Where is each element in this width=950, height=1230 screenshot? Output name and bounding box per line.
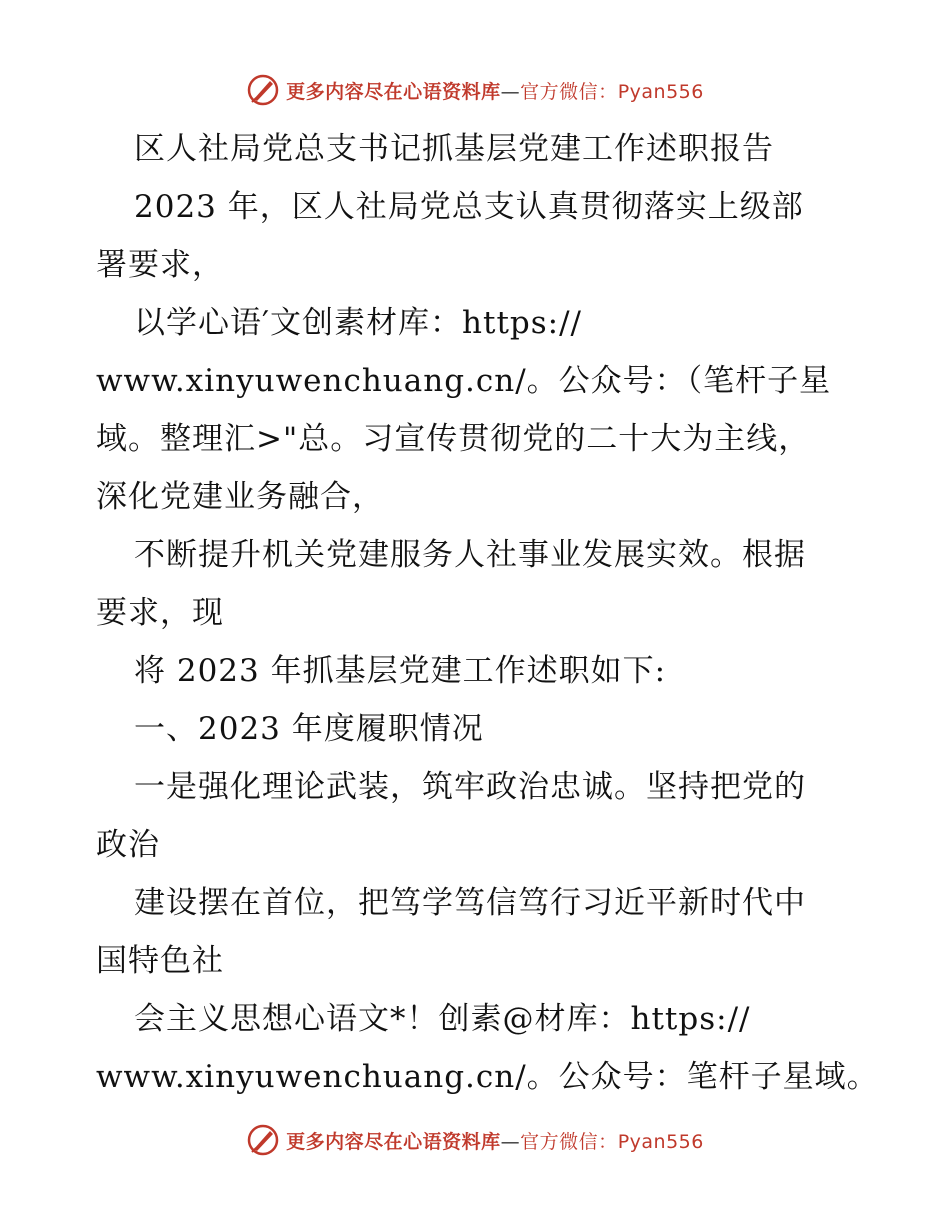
banner-slogan: 更多内容尽在心语资料库 xyxy=(286,1130,501,1153)
banner-separator: — xyxy=(500,1130,521,1153)
paragraph-line: 深化党建业务融合， xyxy=(96,479,384,515)
paragraph-line: 政治 xyxy=(96,827,160,863)
paragraph-line: 2023 年，区人社局党总支认真贯彻落实上级部 xyxy=(134,189,804,225)
banner-wechat-id: Pyan556 xyxy=(617,1130,704,1153)
paragraph-line: 不断提升机关党建服务人社事业发展实效。根据 xyxy=(134,537,806,573)
banner-text xyxy=(286,77,704,104)
banner-text xyxy=(286,1127,704,1154)
header-banner xyxy=(0,70,950,110)
paragraph-line: www.xinyuwenchuang.cn/。公众号：（笔杆子星 xyxy=(96,363,832,399)
quill-logo-icon xyxy=(246,73,280,107)
paragraph-line: 建设摆在首位，把笃学笃信笃行习近平新时代中 xyxy=(134,885,806,921)
banner-separator: — xyxy=(500,80,521,103)
banner-wechat-label: 官方微信： xyxy=(520,1130,618,1153)
paragraph-line: 会主义思想心语文*！创素@材库：https:// xyxy=(134,1001,751,1037)
paragraph-line: www.xinyuwenchuang.cn/。公众号：笔杆子星域。 xyxy=(96,1059,879,1095)
paragraph-line: 一是强化理论武装，筑牢政治忠诚。坚持把党的 xyxy=(134,769,806,805)
paragraph-line: 国特色社 xyxy=(96,943,224,979)
paragraph-line: 域。整理汇>"总。习宣传贯彻党的二十大为主线， xyxy=(96,421,811,457)
document-title: 区人社局党总支书记抓基层党建工作述职报告 xyxy=(134,131,774,167)
document-body xyxy=(96,120,879,1106)
quill-logo-icon xyxy=(246,1123,280,1157)
paragraph-line: 以学心语′文创素材库：https:// xyxy=(134,305,583,341)
banner-slogan: 更多内容尽在心语资料库 xyxy=(286,80,501,103)
banner-wechat-label: 官方微信： xyxy=(520,80,618,103)
paragraph-line: 要求，现 xyxy=(96,595,224,631)
paragraph-line: 署要求， xyxy=(96,247,224,283)
footer-banner xyxy=(0,1120,950,1160)
section-heading: 一、2023 年度履职情况 xyxy=(134,711,484,747)
paragraph-line: 将 2023 年抓基层党建工作述职如下: xyxy=(134,653,667,689)
banner-wechat-id: Pyan556 xyxy=(617,80,704,103)
